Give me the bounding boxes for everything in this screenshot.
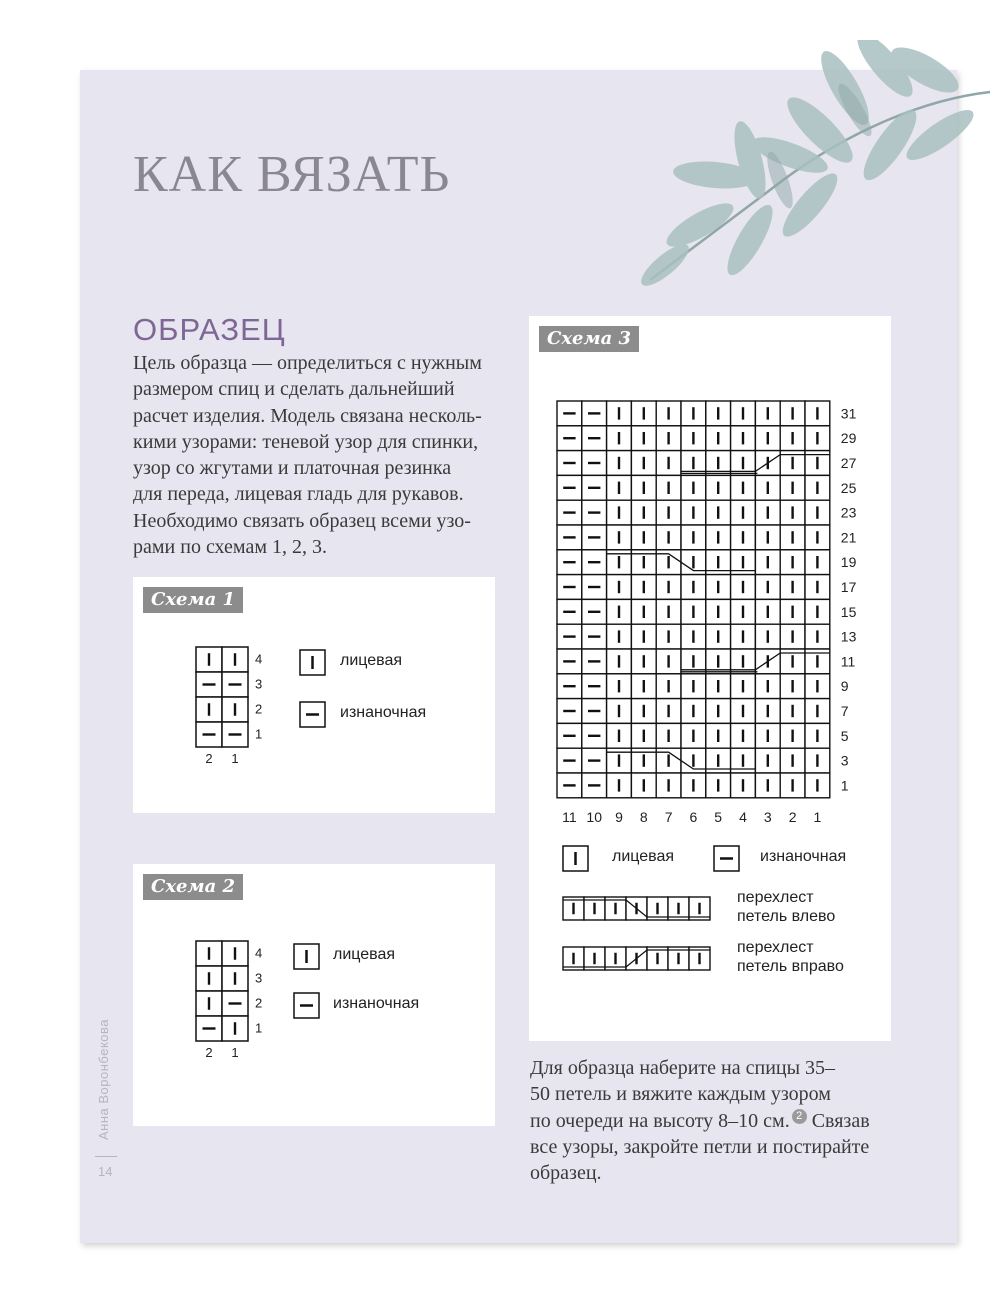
row-label: 3 [255,970,263,986]
intro-line: расчет изделия. Модель связана несколь- [133,404,482,427]
intro-line: размером спиц и сделать дальнейший [133,378,455,401]
bottom-line: Для образца наберите на спицы 35– [530,1057,836,1079]
intro-line: для переда, лицевая гладь для рукавов. [133,483,464,506]
scheme1-badge: Схема 1 [143,587,243,613]
intro-line: рами по схемам 1, 2, 3. [133,536,327,559]
page-title: КАК ВЯЗАТЬ [133,146,451,203]
intro-paragraph [133,350,503,560]
column-label: 3 [763,808,772,825]
row-label: 25 [840,479,857,496]
column-label: 10 [586,808,602,825]
scheme3-legend-cross-right [737,938,844,976]
bottom-line-text: по очереди на высоту 8–10 см. [530,1109,790,1132]
column-label: 2 [788,808,797,825]
column-label: 11 [562,808,577,825]
scheme2-legend-purl: изнаночная [333,995,420,1012]
row-label: 15 [840,603,857,620]
row-label: 2 [255,701,263,717]
row-label: 3 [255,676,263,692]
scheme3-chart [549,396,889,826]
row-label: 3 [840,752,849,769]
cross-left-symbol-icon [562,894,714,924]
knit-symbol-icon [562,845,590,873]
leaf-branch-illustration [640,40,1000,290]
scheme1-chart [188,645,278,765]
scheme1-legend-purl: изнаночная [340,704,427,721]
cross-right-line2: петель вправо [737,958,844,975]
purl-symbol-icon [293,992,321,1020]
scheme3-legend-knit: лицевая [612,848,675,865]
row-label: 23 [840,504,857,521]
column-label: 1 [231,1045,239,1059]
column-label: 1 [813,808,822,825]
intro-line: Необходимо связать образец всеми узо- [133,509,471,532]
row-label: 27 [840,455,857,471]
column-label: 1 [231,751,239,765]
column-label: 9 [615,808,623,825]
row-label: 5 [840,727,849,744]
knit-symbol-icon [293,943,321,971]
row-label: 19 [840,554,857,571]
column-label: 5 [714,808,723,825]
scheme1-legend-knit: лицевая [340,652,403,669]
column-label: 4 [739,808,747,825]
cross-right-line1: перехлест [737,939,814,956]
row-label: 4 [255,651,263,667]
scheme2-badge: Схема 2 [143,874,243,900]
intro-line: кими узорами: теневой узор для спинки, [133,430,479,453]
row-label: 29 [840,430,857,447]
scheme2-legend-knit: лицевая [333,946,396,963]
intro-line: узор со жгутами и платочная резинка [133,457,452,480]
scheme1-panel [133,577,495,813]
row-label: 13 [840,628,857,645]
row-label: 2 [255,995,263,1011]
footer-divider [95,1156,117,1157]
bottom-line: образец. [530,1162,602,1185]
bottom-line [530,1108,900,1134]
row-label: 21 [840,529,857,546]
author-name: Анна Воронбекова [96,1019,111,1140]
scheme3-legend-cross-left [737,888,835,926]
scheme2-chart [188,939,278,1059]
row-label: 7 [840,703,849,719]
cross-right-symbol-icon [562,944,714,974]
purl-symbol-icon [713,845,741,873]
knit-symbol-icon [299,649,327,677]
row-label: 31 [840,405,857,422]
row-label: 9 [840,678,849,695]
scheme2-panel [133,864,495,1126]
bottom-line-text: Связав [806,1109,870,1132]
footnote-marker: 2 [792,1109,807,1124]
column-label: 6 [689,808,698,825]
column-label: 2 [205,751,213,765]
scheme3-panel [529,316,891,1041]
purl-symbol-icon [299,701,327,729]
bottom-line: все узоры, закройте петли и постирайте [530,1135,870,1158]
column-label: 7 [664,808,673,825]
column-label: 8 [639,808,648,825]
page-number: 14 [98,1164,113,1179]
row-label: 17 [840,579,857,595]
bottom-line: 50 петель и вяжите каждым узором [530,1083,831,1106]
cross-left-line1: перехлест [737,889,814,906]
row-label: 1 [255,1020,263,1036]
section-heading: ОБРАЗЕЦ [133,312,286,347]
row-label: 1 [255,726,263,742]
column-label: 2 [205,1045,213,1059]
intro-line: Цель образца — определиться с нужным [133,352,482,374]
row-label: 4 [255,945,263,961]
row-label: 1 [840,777,849,794]
scheme3-badge: Схема 3 [539,326,639,352]
row-label: 11 [840,653,856,670]
cross-left-line2: петель влево [737,908,836,925]
scheme3-legend-purl: изнаночная [760,848,847,865]
bottom-paragraph [530,1055,900,1186]
